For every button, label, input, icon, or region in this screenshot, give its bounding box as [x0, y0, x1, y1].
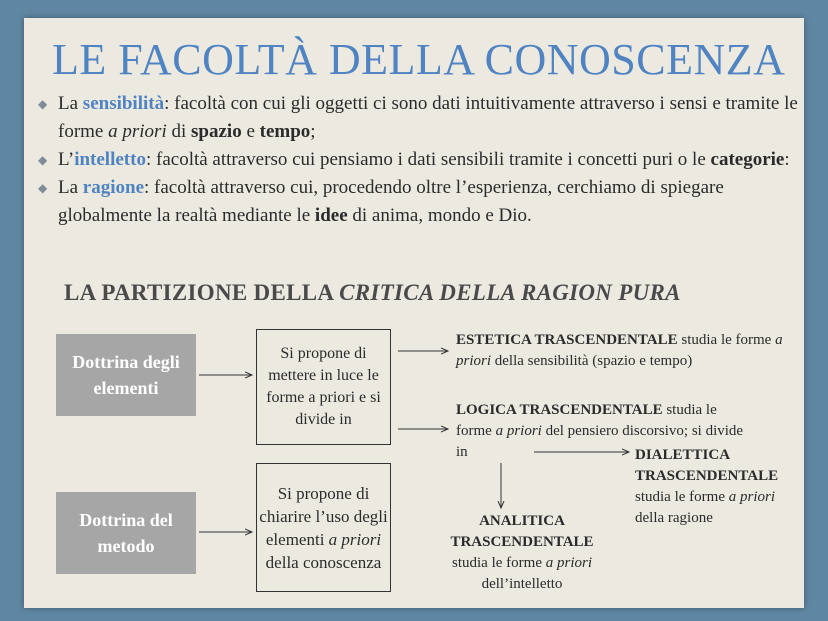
bullet-diamond-icon: ◆	[38, 153, 48, 167]
estetica-heading: ESTETICA TRASCENDENTALE	[456, 332, 678, 348]
dialettica-heading: DIALETTICA TRASCENDENTALE	[635, 447, 779, 484]
text: : facoltà con cui gli oggetti ci sono dati intuitivamente attraverso i sensi e tramite le forme	[58, 93, 798, 142]
keyword-intelletto: intelletto	[74, 149, 146, 170]
text-bold: spazio	[191, 121, 242, 142]
text: : facoltà attraverso cui pensiamo i dati sensibili tramite i concetti puri o le	[145, 149, 711, 170]
bullet-diamond-icon: ◆	[38, 97, 48, 111]
text: dell’intelletto	[481, 576, 563, 592]
text: : facoltà attraverso cui, procedendo oltre l’esperienza, cerchiamo di spiegare globalmente la realtà mediante le	[58, 177, 724, 226]
text-bold: idee	[314, 205, 348, 226]
keyword-ragione: ragione	[82, 177, 145, 198]
estetica-note	[456, 330, 796, 372]
text: del pensiero discorsivo; si divide in	[456, 423, 744, 460]
logica-heading: LOGICA TRASCENDENTALE	[456, 402, 663, 418]
dottrina-elementi-box: Dottrina degli elementi	[56, 334, 196, 416]
slide	[24, 18, 804, 608]
text-bold: categorie	[710, 149, 785, 170]
text: studia le forme	[677, 332, 776, 348]
text-italic: a priori	[495, 423, 542, 439]
text: LA PARTIZIONE DELLA	[64, 280, 340, 305]
analitica-note	[422, 511, 622, 595]
analitica-heading: ANALITICA TRASCENDENTALE	[450, 513, 594, 550]
text: :	[784, 149, 790, 170]
text-italic: CRITICA DELLA RAGION PURA	[339, 280, 681, 305]
text: della ragione	[635, 510, 713, 526]
box-metodo-description	[256, 463, 391, 592]
text: di anima, mondo e Dio.	[347, 205, 532, 226]
keyword-sensibilita: sensibilità	[82, 93, 165, 114]
bullet-diamond-icon: ◆	[38, 181, 48, 195]
text-italic: a priori	[545, 555, 592, 571]
text: La	[58, 93, 83, 114]
text: studia le forme	[456, 402, 717, 439]
text: ;	[310, 121, 316, 142]
text: Si propone di chiarire l’uso degli elementi	[259, 483, 388, 549]
text: della conoscenza	[265, 552, 382, 572]
text-italic: a priori	[456, 332, 783, 369]
text: e	[241, 121, 260, 142]
text: L’	[58, 149, 75, 170]
text-italic: a priori	[728, 489, 775, 505]
slide-title: LE FACOLTÀ DELLA CONOSCENZA	[52, 35, 786, 84]
text: La	[58, 177, 83, 198]
text-bold: tempo	[259, 121, 311, 142]
text: della sensibilità (spazio e tempo)	[491, 353, 693, 369]
dialettica-note	[635, 445, 801, 529]
text-italic: a priori	[328, 529, 382, 549]
text-italic: a priori	[108, 121, 167, 142]
text: studia le forme	[635, 489, 729, 505]
box-elementi-description	[256, 329, 391, 445]
dottrina-metodo-box: Dottrina del metodo	[56, 492, 196, 574]
text: di	[166, 121, 192, 142]
text: Si propone di mettere in luce le forme a priori e si divide in	[266, 345, 381, 428]
text: studia le forme	[452, 555, 546, 571]
